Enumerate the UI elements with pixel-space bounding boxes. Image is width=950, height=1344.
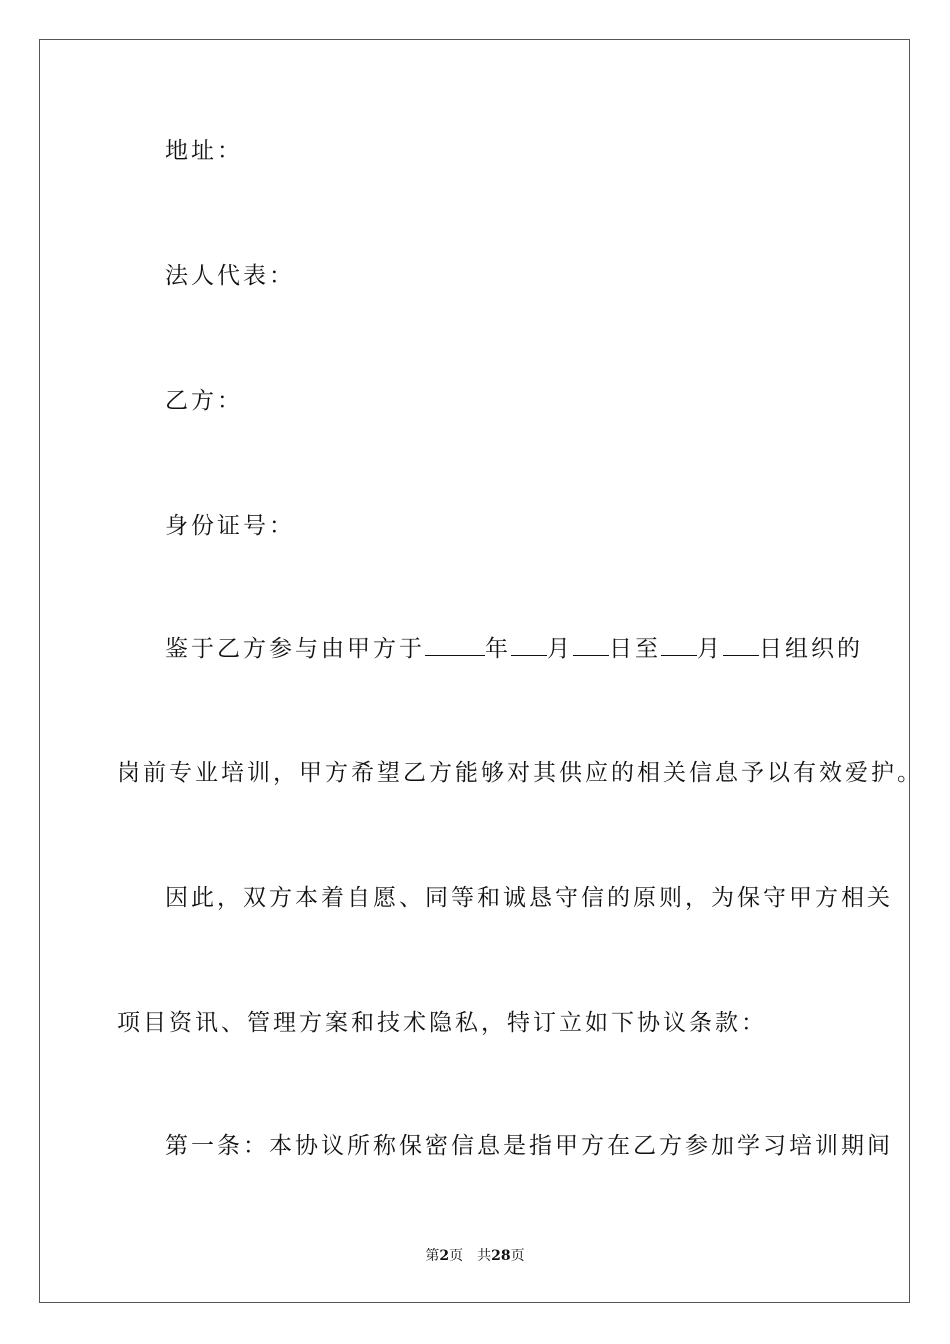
article-one-line: 第一条：本协议所称保密信息是指甲方在乙方参加学习培训期间 — [165, 1133, 893, 1159]
month-blank-1 — [511, 633, 547, 656]
month-label-1: 月 — [547, 636, 573, 662]
page-current: 2 — [439, 1248, 450, 1264]
page-unit: 页 — [449, 1248, 464, 1264]
paragraph-line-2: 因此，双方本着自愿、同等和诚恳守信的原则，为保守甲方相关 — [165, 885, 893, 911]
id-number-label: 身份证号： — [165, 513, 295, 539]
day-blank-2 — [723, 633, 759, 656]
page-prefix: 第 — [425, 1248, 440, 1264]
address-label: 地址： — [165, 138, 243, 164]
month-blank-2 — [661, 633, 697, 656]
page-footer — [0, 1247, 950, 1265]
date-sentence — [165, 633, 863, 664]
party-b-label: 乙方： — [165, 388, 243, 414]
paragraph-line-3: 项目资讯、管理方案和技术隐私，特订立如下协议条款： — [117, 1010, 767, 1036]
paragraph-line-1: 岗前专业培训，甲方希望乙方能够对其供应的相关信息予以有效爱护。 — [117, 760, 923, 786]
year-blank — [425, 633, 485, 656]
day-to-label: 日至 — [609, 636, 661, 662]
month-label-2: 月 — [697, 636, 723, 662]
date-sentence-start: 鉴于乙方参与由甲方于 — [165, 636, 425, 662]
total-prefix: 共 — [477, 1248, 492, 1264]
total-unit: 页 — [510, 1248, 525, 1264]
legal-representative-label: 法人代表： — [165, 263, 295, 289]
page-frame — [39, 39, 910, 1303]
day-blank-1 — [573, 633, 609, 656]
date-sentence-end: 日组织的 — [759, 636, 863, 662]
page-total: 28 — [491, 1248, 511, 1264]
year-label: 年 — [485, 636, 511, 662]
